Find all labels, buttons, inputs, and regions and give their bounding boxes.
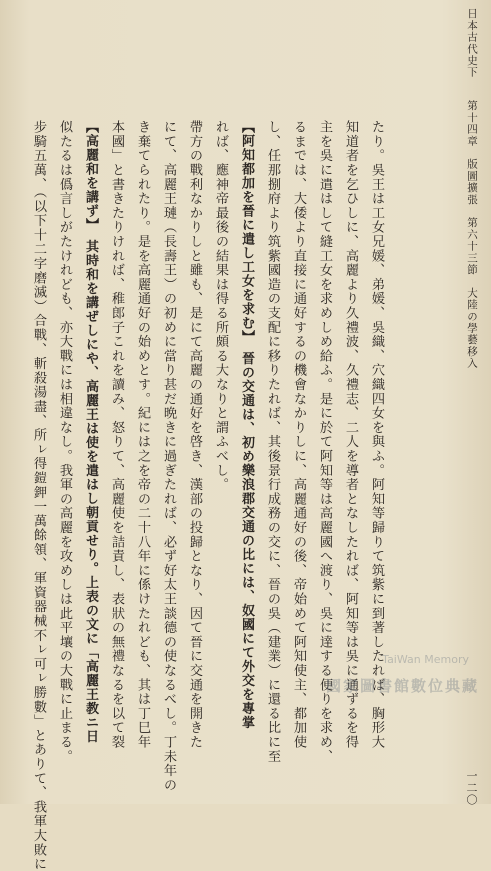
text-column-5: き棄てられたり。是を高麗通好の始めとす。紀には之を帝の二十八年に係けたれども、其は丁巳年 (135, 120, 150, 750)
text-column-7: 帶方の戰利なかりしと雖も、是にて高麗の通好を啓き、漢部の投歸となり、因て晉に交通を開きた (187, 120, 202, 750)
page-number: 一二〇 (465, 770, 478, 806)
text-column-6: にて、高麗王璉（長壽王）の初めに當り甚だ晩きに過ぎたれば、必ず好太王談德の使なるべし。丁未年の (161, 120, 176, 793)
text-column-4: 本國」と書きたりければ、稚郎子これを讀み、怒りて、高麗使を詰責し、表狀の無禮なるを以て裂 (109, 120, 124, 750)
text-column-10: し、任那捌府より筑紫國造の支配に移りたれば、其後景行成務の交に、晉の吳（建業）に還る比に至 (265, 120, 280, 764)
text-column-2: 似たるは僞言しがたけれども、亦大戰には相違なし。我軍の高麗を攻めしは此平壤の大戰に止まる。 (57, 120, 72, 764)
section-heading-achi-tsuka: 【阿知都加を晉に遣し工女を求む】 晉の交通は、初め樂浪郡交通の比には、奴國にて外交を專掌 (239, 120, 254, 730)
text-column-1: 步騎五萬、（以下十二字磨滅）合戰、斬殺湯盡、所ㇾ得鎧鉀一萬餘領、軍資器械不ㇾ可ㇾ勝數」とありて、我軍大敗に (31, 120, 46, 871)
text-column-12: 主を吳に遣はして縫工女を求めしめ給ふ。是に於て阿知等は高麗國へ渡り、吳に達する便りを求め、 (317, 120, 332, 764)
watermark-english: TaiWan Memory (382, 653, 469, 666)
watermark-chinese: 國家圖書館數位典藏 (325, 677, 479, 695)
text-column-14: たり。吳王は工女兄媛、弟媛、吳織、穴織四女を與ふ。阿知等歸りて筑紫に到著したれば、胸形大 (369, 120, 384, 750)
running-header-book-title: 日本古代史下 (466, 8, 478, 79)
text-column-13: 知道者を乞ひしに、高麗より久禮波、久禮志、二人を導者となしたれば、阿知等は吳に通ずるを得 (343, 120, 358, 750)
running-header-chapter: 第十四章 版圖擴張 第六十三節 大陸の學藝移入 (466, 100, 478, 370)
text-column-8: れば、應神帝最後の結果は得る所頗る大なりと謂ふべし。 (213, 120, 228, 492)
text-column-11: るまでは、大倭より直接に通好するの機會なかりしに、高麗通好の後、帝始めて阿知使主、都加使 (291, 120, 306, 750)
section-heading-korea-peace: 【高麗和を講ず】 其時和を講ぜしにや、高麗王は使を遣はし朝貢せり。上表の文に「高麗王教ニ日 (83, 120, 98, 744)
